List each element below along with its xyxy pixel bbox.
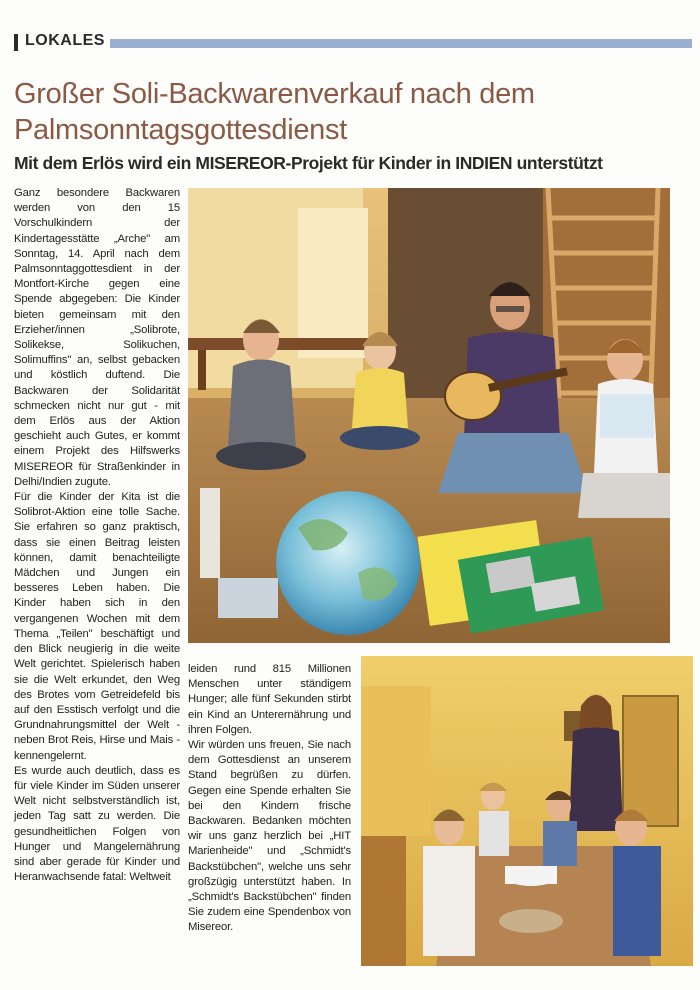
article-column-1: [14, 186, 180, 966]
photo-children-at-table: [361, 656, 693, 966]
section-rule: [110, 39, 692, 48]
paragraph: leiden rund 815 Millionen Menschen unter ständigem Hunger; alle fünf Sekunden stirbt ein Kind an Unterernährung und ihren Folgen.: [188, 663, 351, 736]
section-header: [14, 32, 690, 54]
photo-illustration: [188, 188, 670, 643]
paragraph: Es wurde auch deutlich, dass es für viele Kinder im Süden unserer Welt nicht selbstverständlich ist, jeden Tag satt zu werden. Die gesundheitlichen Folgen von Hunger und Mangelernährung sind aber gerade für Kinder und Heranwachsende fatal: Weltweit: [14, 764, 180, 884]
photo-children-with-guitar-and-globe: [188, 188, 670, 643]
photo-illustration: [361, 656, 693, 966]
article-headline: [14, 76, 694, 148]
paragraph: Ganz besondere Backwaren werden von den 15 Vorschulkindern der Kindertagesstätte „Arche" am Sonntag, 14. April nach dem Palmsonntaggottesdient in der Montfort-Kirche gegen eine Spende abgegeben: Die Kinder bieten gemeinsam mit den Erzieher/innen „Solibrote, Solikekse, Solikuchen, Solimuffins" an, selbst gebacken und köstlich duftend. Die Backwaren der Solidarität schmecken nicht nur gut - mit dem Erlös aus der Aktion geschieht auch Gutes, er kommt einem Projekt des Hilfswerks MISEREOR für Straßenkinder in Delhi/Indien zugute.: [14, 187, 180, 488]
headline-line-2: Palmsonntagsgottesdienst: [14, 114, 347, 146]
paragraph: Für die Kinder der Kita ist die Solibrot-Aktion eine tolle Sache. Sie erfahren so ganz praktisch, dass sie einen Beitrag leisten können, damit benachteiligte Mädchen und Jungen ein besseres Leben haben. Die Kinder haben sich in den vergangenen Wochen mit dem Thema „Teilen" beschäftigt und den Blick neugierig in die weite Welt gerichtet. Spielerisch haben sie die Welt erkundet, den Weg des Brotes vom Getreidefeld bis auf den Esstisch verfolgt und die Grundnahrungsmittel der Welt - neben Brot Reis, Hirse und Mais - kennengelernt.: [14, 491, 180, 762]
article-subheadline: Mit dem Erlös wird ein MISEREOR-Projekt für Kinder in INDIEN unterstützt: [14, 153, 603, 173]
section-label: LOKALES: [25, 32, 105, 49]
section-marker: [14, 34, 18, 51]
headline-line-1: Großer Soli-Backwarenverkauf nach dem: [14, 78, 535, 110]
article-column-2: [188, 662, 351, 962]
paragraph: Wir würden uns freuen, Sie nach dem Gottesdienst an unserem Stand begrüßen zu dürfen. Gegen eine Spende erhalten Sie bei den Kindern frische Backwaren. Bedanken möchten wir uns ganz herzlich bei „HIT Marienheide" und „Schmidt's Backstübchen", welche uns sehr großzügig unterstützt haben. In „Schmidt's Backstübchen" finden Sie zudem eine Spendenbox von Misereor.: [188, 739, 351, 934]
